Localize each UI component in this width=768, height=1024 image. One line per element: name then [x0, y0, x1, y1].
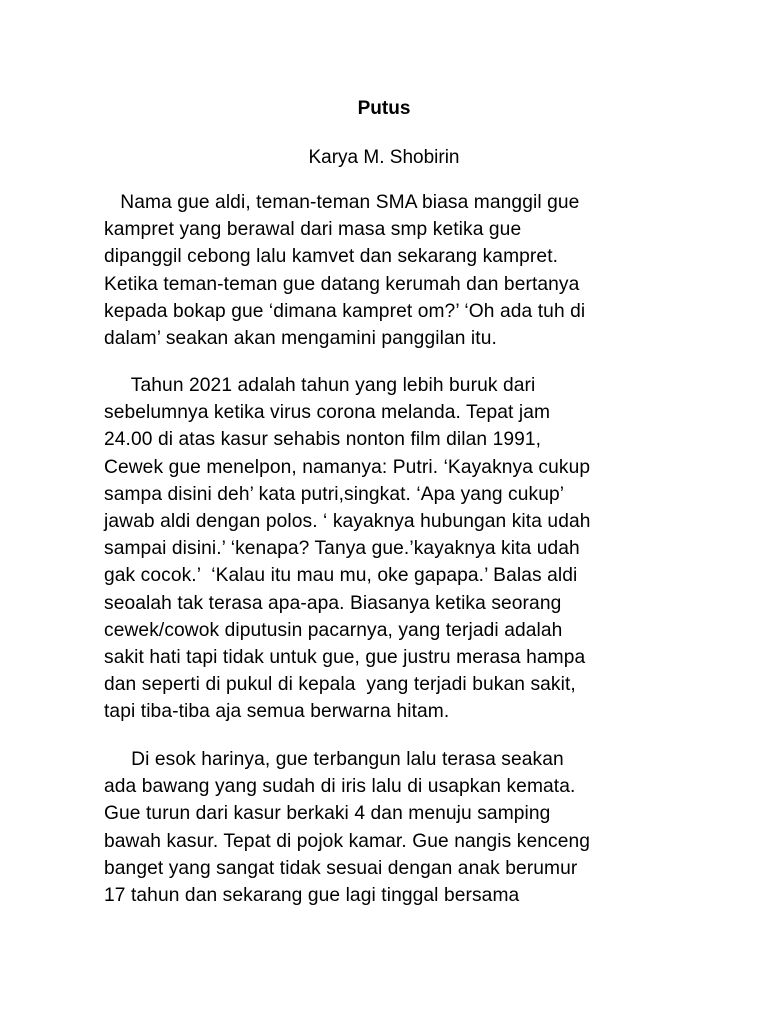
paragraph-line: kepada bokap gue ‘dimana kampret om?’ ‘Oh ada tuh di: [104, 300, 586, 322]
paragraph-line: Di esok harinya, gue terbangun lalu terasa seakan: [104, 749, 564, 770]
paragraph-line: Cewek gue menelpon, namanya: Putri. ‘Kayaknya cukup: [104, 456, 591, 478]
paragraph-line: bawah kasur. Tepat di pojok kamar. Gue nangis kenceng: [104, 830, 591, 852]
paragraph-line: Gue turun dari kasur berkaki 4 dan menuju samping: [104, 803, 551, 825]
paragraph-line: 24.00 di atas kasur sehabis nonton film dilan 1991,: [104, 429, 542, 451]
paragraph-1: [104, 189, 704, 352]
paragraph-line: 17 tahun dan sekarang gue lagi tinggal bersama: [104, 884, 520, 906]
paragraph-line: jawab aldi dengan polos. ‘ kayaknya hubungan kita udah: [104, 510, 591, 532]
paragraph-line: seoalah tak terasa apa-apa. Biasanya ketika seorang: [104, 592, 562, 614]
paragraph-line: banget yang sangat tidak sesuai dengan anak berumur: [104, 857, 578, 879]
paragraph-line: dalam’ seakan akan mengamini panggilan itu.: [104, 327, 497, 349]
paragraph-line: gak cocok.’ ‘Kalau itu mau mu, oke gapapa.’ Balas aldi: [104, 565, 578, 587]
paragraph-line: dipanggil cebong lalu kamvet dan sekarang kampret.: [104, 246, 559, 268]
paragraph-2: [104, 372, 704, 725]
paragraph-line: dan seperti di pukul di kepala yang terjadi bukan sakit,: [104, 674, 576, 696]
paragraph-line: kampret yang berawal dari masa smp ketika gue: [104, 219, 522, 241]
paragraph-line: Ketika teman-teman gue datang kerumah dan bertanya: [104, 273, 580, 295]
paragraph-3: [104, 746, 704, 909]
paragraph-line: cewek/cowok diputusin pacarnya, yang terjadi adalah: [104, 619, 563, 641]
paragraph-line: sampai disini.’ ‘kenapa? Tanya gue.’kayaknya kita udah: [104, 538, 580, 560]
paragraph-line: tapi tiba-tiba aja semua berwarna hitam.: [104, 701, 450, 723]
paragraph-line: sebelumnya ketika virus corona melanda. Tepat jam: [104, 402, 551, 424]
paragraph-line: ada bawang yang sudah di iris lalu di usapkan kemata.: [104, 776, 576, 798]
paragraph-line: sampa disini deh’ kata putri,singkat. ‘Apa yang cukup’: [104, 483, 565, 505]
paragraph-line: Nama gue aldi, teman-teman SMA biasa manggil gue: [104, 192, 580, 213]
document-title: Putus: [357, 98, 411, 119]
paragraph-line: Tahun 2021 adalah tahun yang lebih buruk dari: [104, 375, 536, 396]
document-author: Karya M. Shobirin: [308, 147, 460, 168]
paragraph-line: sakit hati tapi tidak untuk gue, gue justru merasa hampa: [104, 646, 586, 668]
